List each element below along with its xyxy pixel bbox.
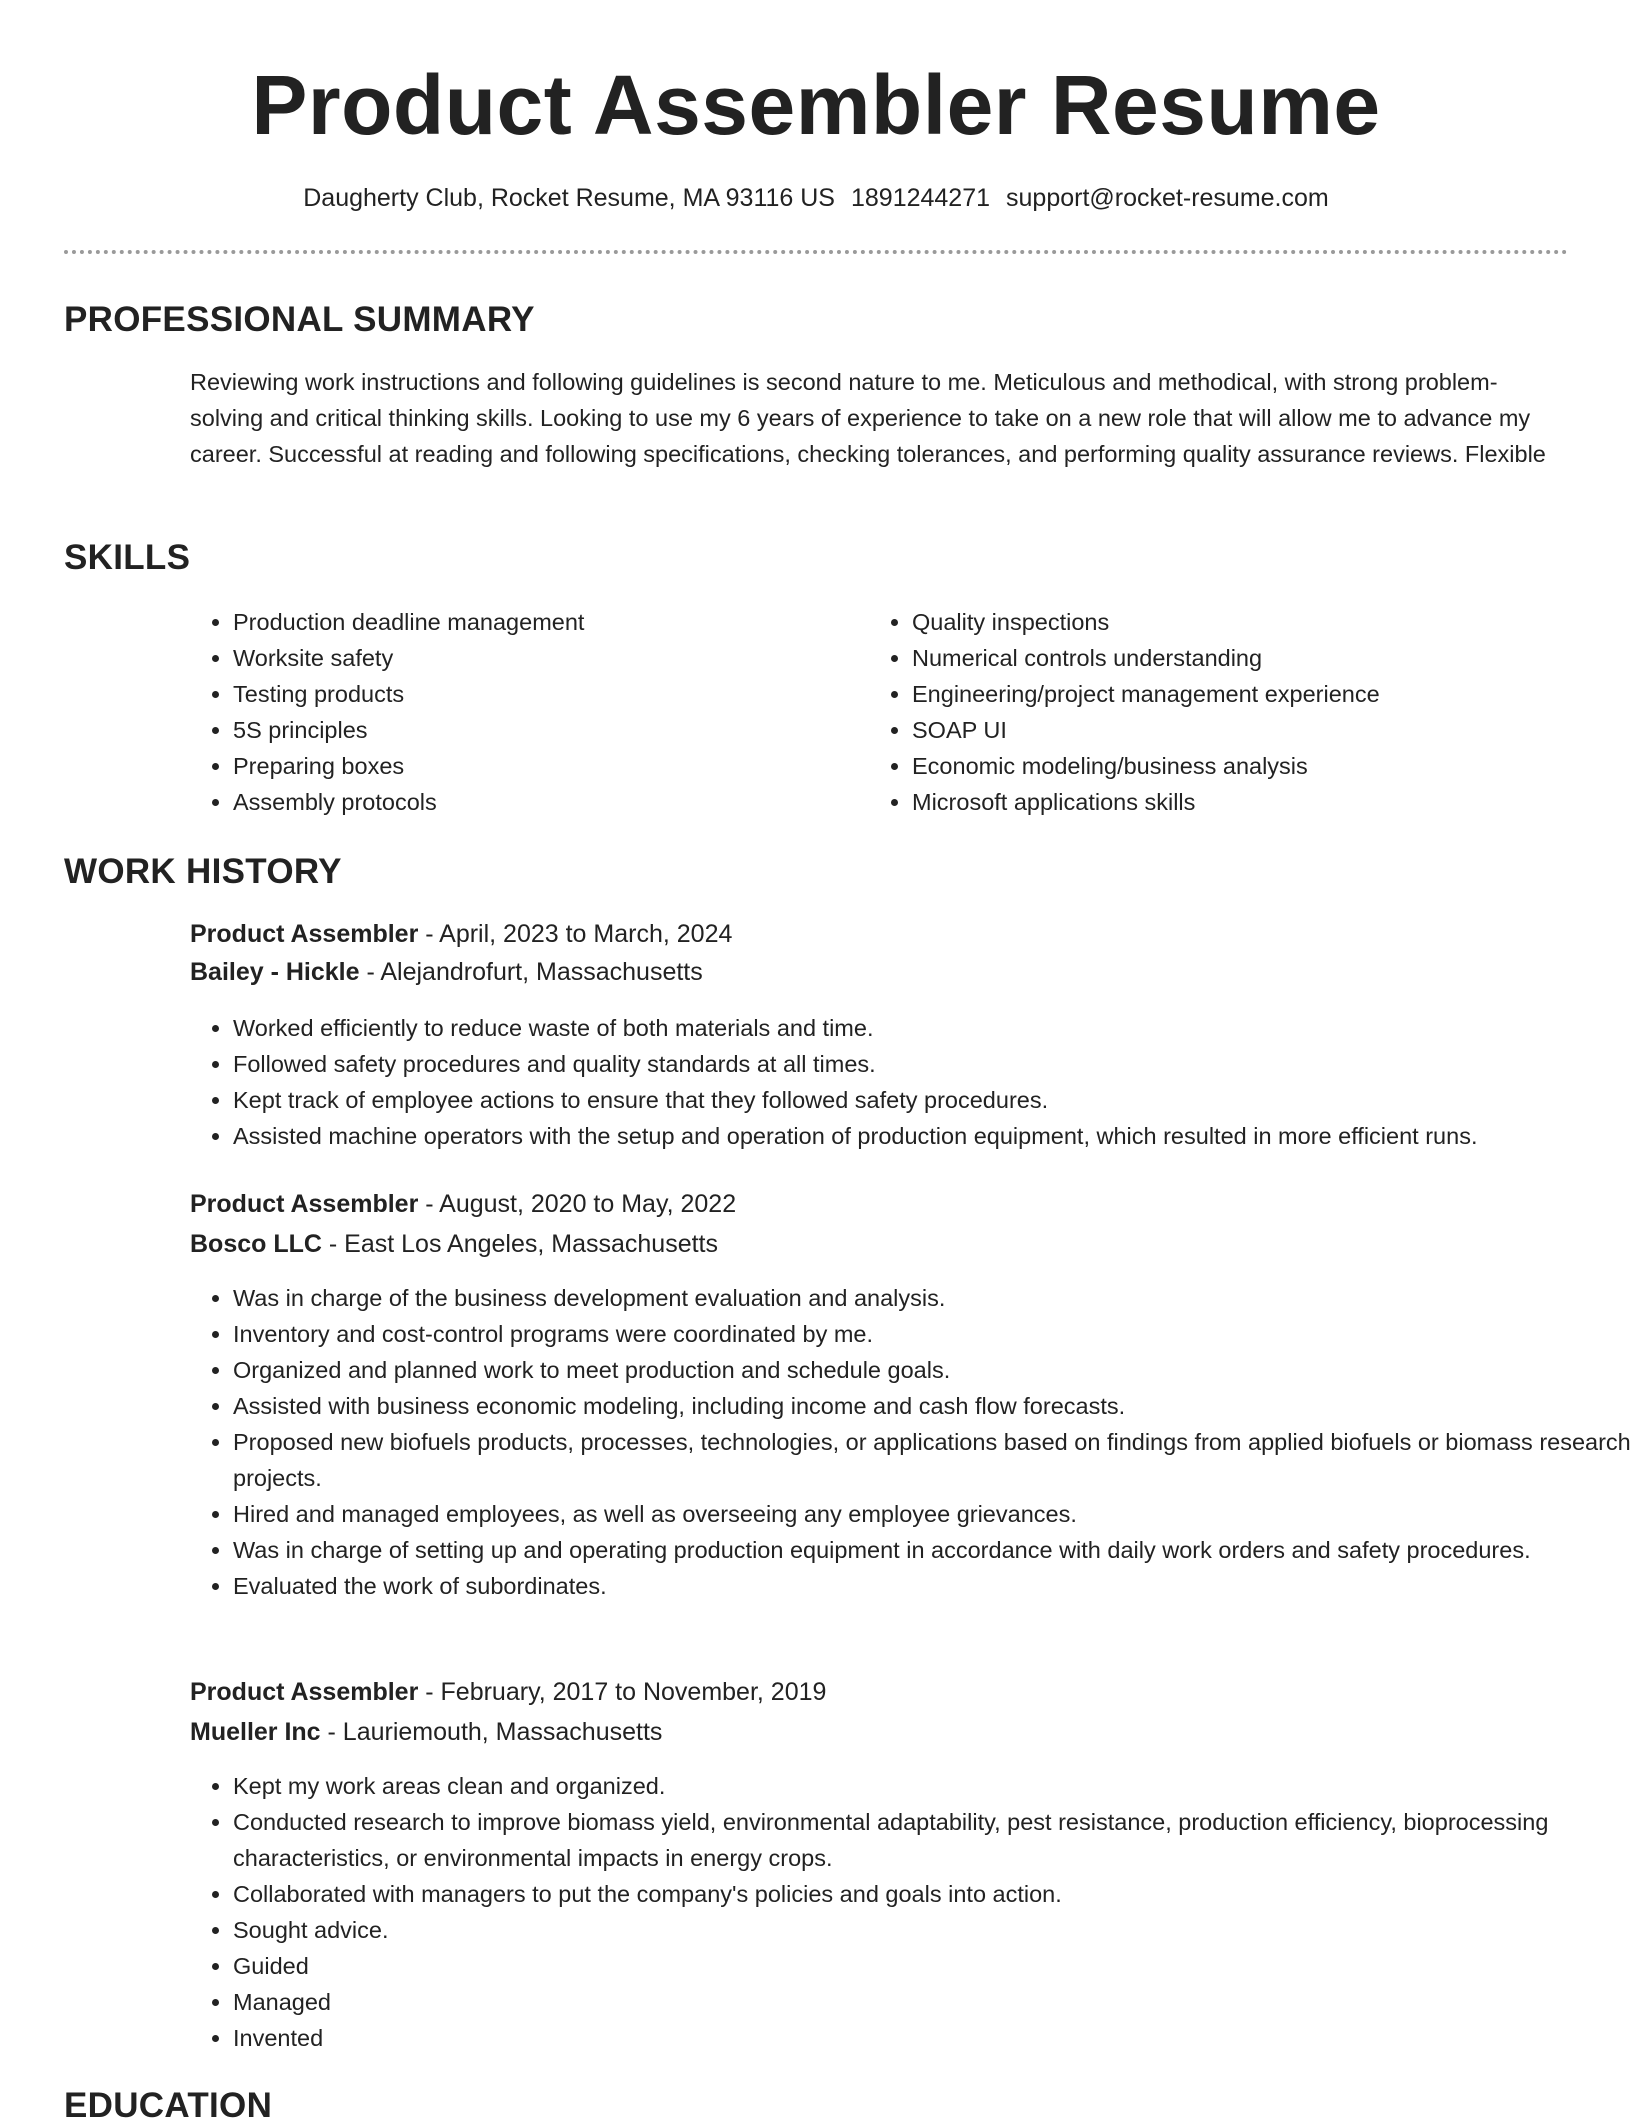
duty-item: • Organized and planned work to meet production and schedule goals.	[233, 1352, 1632, 1388]
header-divider	[64, 250, 1568, 254]
contact-address: Daugherty Club, Rocket Resume, MA 93116 US	[303, 184, 835, 212]
job-duties-list	[190, 1010, 1632, 1154]
skill-item: • Numerical controls understanding	[912, 640, 1612, 676]
skill-item: • Testing products	[233, 676, 873, 712]
job-company: Bailey - Hickle	[190, 958, 360, 986]
skill-item: • Engineering/project management experience	[912, 676, 1612, 712]
skill-item: • Economic modeling/business analysis	[912, 748, 1612, 784]
job-company: Mueller Inc	[190, 1718, 321, 1746]
duty-item: • Conducted research to improve biomass yield, environmental adaptability, pest resistance, production efficiency, bioprocessing characteristics, or environmental impacts in energy crops.	[233, 1804, 1632, 1876]
duty-item: • Guided	[233, 1948, 1632, 1984]
job-duties-list	[190, 1280, 1632, 1604]
skill-item: • Quality inspections	[912, 604, 1612, 640]
duty-item: • Assisted machine operators with the setup and operation of production equipment, which resulted in more efficient runs.	[233, 1118, 1632, 1154]
job-dates: - August, 2020 to May, 2022	[418, 1190, 737, 1218]
duty-item: • Kept track of employee actions to ensure that they followed safety procedures.	[233, 1082, 1632, 1118]
duty-item: • Inventory and cost-control programs were coordinated by me.	[233, 1316, 1632, 1352]
skill-item: • Worksite safety	[233, 640, 873, 676]
job-company-line	[190, 1714, 662, 1750]
skill-item: • Microsoft applications skills	[912, 784, 1612, 820]
job-dates: - April, 2023 to March, 2024	[418, 920, 733, 948]
duty-item: • Hired and managed employees, as well as overseeing any employee grievances.	[233, 1496, 1632, 1532]
contact-phone: 1891244271	[850, 184, 991, 212]
job-company: Bosco LLC	[190, 1230, 322, 1258]
summary-text: Reviewing work instructions and following guidelines is second nature to me. Meticulous and methodical, with strong problem-solving and critical thinking skills. Looking to use my 6 years of experience to take on a new role that will allow me to advance my career. Successful at reading and following specifications, checking tolerances, and performing quality assurance reviews. Flexible	[190, 369, 1546, 467]
contact-line	[0, 180, 1632, 216]
duty-item: • Worked efficiently to reduce waste of both materials and time.	[233, 1010, 1632, 1046]
duty-item: • Collaborated with managers to put the company's policies and goals into action.	[233, 1876, 1632, 1912]
skill-item: • Preparing boxes	[233, 748, 873, 784]
duty-item: • Evaluated the work of subordinates.	[233, 1568, 1632, 1604]
skill-item: • Assembly protocols	[233, 784, 873, 820]
job-company-line	[190, 954, 703, 990]
job-title-line	[190, 1186, 736, 1222]
section-heading-education: EDUCATION	[64, 2086, 273, 2125]
duty-item: • Assisted with business economic modeling, including income and cash flow forecasts.	[233, 1388, 1632, 1424]
skills-list-left	[190, 604, 873, 820]
contact-email[interactable]: support@rocket-resume.com	[1006, 184, 1329, 212]
duty-item: • Invented	[233, 2020, 1632, 2056]
job-title-line	[190, 1674, 826, 1710]
section-heading-work-history: WORK HISTORY	[64, 852, 342, 891]
job-company-line	[190, 1226, 718, 1262]
duty-item: • Managed	[233, 1984, 1632, 2020]
job-title: Product Assembler	[190, 1190, 419, 1218]
job-title: Product Assembler	[190, 920, 419, 948]
duty-item: • Kept my work areas clean and organized.	[233, 1768, 1632, 1804]
skill-item: • SOAP UI	[912, 712, 1612, 748]
job-location: - Lauriemouth, Massachusetts	[320, 1718, 663, 1746]
duty-item: • Was in charge of setting up and operating production equipment in accordance with daily work orders and safety procedures.	[233, 1532, 1632, 1568]
job-duties-list	[190, 1768, 1632, 2056]
skill-item: • 5S principles	[233, 712, 873, 748]
duty-item: • Proposed new biofuels products, processes, technologies, or applications based on findings from applied biofuels or biomass research projects.	[233, 1424, 1632, 1496]
page-title: Product Assembler Resume	[251, 58, 1381, 152]
job-location: - Alejandrofurt, Massachusetts	[359, 958, 703, 986]
job-location: - East Los Angeles, Massachusetts	[321, 1230, 718, 1258]
job-dates: - February, 2017 to November, 2019	[418, 1678, 827, 1706]
duty-item: • Followed safety procedures and quality standards at all times.	[233, 1046, 1632, 1082]
skills-list-right	[869, 604, 1612, 820]
job-title-line	[190, 916, 732, 952]
section-heading-summary: PROFESSIONAL SUMMARY	[64, 300, 535, 339]
skill-item: • Production deadline management	[233, 604, 873, 640]
duty-item: • Sought advice.	[233, 1912, 1632, 1948]
duty-item: • Was in charge of the business development evaluation and analysis.	[233, 1280, 1632, 1316]
section-heading-skills: SKILLS	[64, 538, 191, 577]
job-title: Product Assembler	[190, 1678, 419, 1706]
